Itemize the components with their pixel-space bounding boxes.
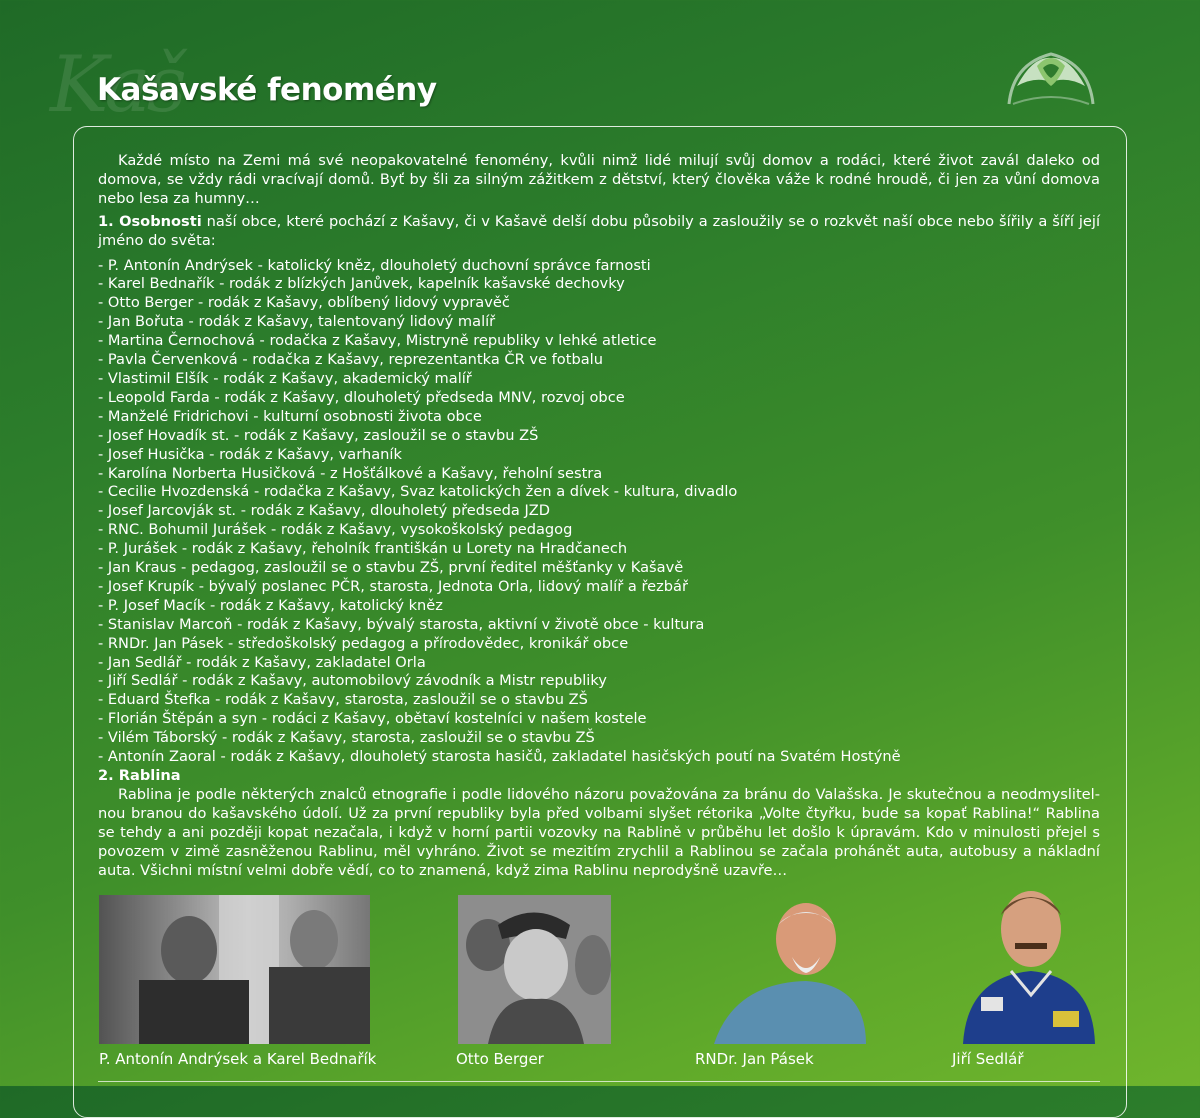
list-item: - Jan Sedlář - rodák z Kašavy, zakladatel Orla [98, 653, 426, 671]
intro-paragraph: Každé místo na Zemi má své neopakovatelné fenomény, kvůli nimž lidé milují svůj domov a rodáci, které život zavál daleko od domova, se vždy rádi vracívají domů. Byť by šli za silným zážitkem z dětství, který člověka váže k rodné hroudě, či jen za vůní domova nebo lesa za humny… [98, 152, 1100, 207]
section-osobnosti-intro [98, 213, 1100, 251]
section-rablina-text: Rablina je podle některých znalců etnografie i podle lidového názoru považována za bránu do Valašska. Je skutečnou a neodmyslitel-nou branou do kašavského údolí. Už za první republiky byla před volbami slyšet rétorika „Volte čtyřku, bude sa kopať Rablina!“ Rablina se tehdy a ani později kopat nezačala, i když v horní partii vozovky na Rablině v průběhu let došlo k úpravám. Kdo v minulosti přejel s povozem v zimě zasněženou Rablinu, měl vyhráno. Život se mezitím zrychlil a Rablinou se začala prohánět auta, autobusy a nákladní auta. Všichni místní velmi dobře vědí, co to znamená, když zima Rablinu neprodyšně uzavře… [98, 785, 1100, 879]
section-osobnosti-heading: 1. Osobnosti [98, 212, 202, 230]
list-item: - Jan Kraus - pedagog, zasloužil se o stavbu ZŠ, první ředitel měšťanky v Kašavě [98, 559, 684, 577]
caption-otto-berger: Otto Berger [456, 1050, 544, 1068]
list-item: - Karel Bednařík - rodák z blízkých Janůvek, kapelník kašavské dechovky [98, 275, 625, 293]
list-item: - Josef Hovadík st. - rodák z Kašavy, zasloužil se o stavbu ZŠ [98, 426, 539, 444]
section-osobnosti-text: naší obce, které pochází z Kašavy, či v Kašavě delší dobu působily a zasloužily se o rozkvět naší obce nebo šířily a šíří její jméno do světa: [98, 212, 1100, 249]
list-item: - Jiří Sedlář - rodák z Kašavy, automobilový závodník a Mistr republiky [98, 672, 607, 690]
list-item: - Karolína Norberta Husičková - z Hošťálkové a Kašavy, řeholní sestra [98, 464, 603, 482]
list-item: - Josef Husička - rodák z Kašavy, varhaník [98, 445, 402, 463]
list-item: - Vilém Táborský - rodák z Kašavy, starosta, zasloužil se o stavbu ZŠ [98, 729, 595, 747]
photo-otto-berger [458, 895, 611, 1044]
title-watermark: Kaš [50, 40, 183, 130]
list-item: - P. Jurášek - rodák z Kašavy, řeholník františkán u Lorety na Hradčanech [98, 540, 628, 558]
caption-jan-pasek: RNDr. Jan Pásek [695, 1050, 814, 1068]
list-item: - Antonín Zaoral - rodák z Kašavy, dlouholetý starosta hasičů, zakladatel hasičských poutí na Svatém Hostýně [98, 748, 901, 766]
page-title: Kašavské fenomény [97, 72, 437, 108]
list-item: - Stanislav Marcoň - rodák z Kašavy, bývalý starosta, aktivní v životě obce - kultura [98, 615, 705, 633]
list-item: - Martina Černochová - rodačka z Kašavy, Mistryně republiky v lehké atletice [98, 332, 657, 350]
list-item: - RNC. Bohumil Jurášek - rodák z Kašavy, vysokoškolský pedagog [98, 521, 573, 539]
list-item: - Otto Berger - rodák z Kašavy, oblíbený lidový vypravěč [98, 294, 510, 312]
caption-jiri-sedlar: Jiří Sedlář [952, 1050, 1024, 1068]
bottom-divider [98, 1081, 1100, 1082]
list-item: - Jan Bořuta - rodák z Kašavy, talentovaný lidový malíř [98, 313, 496, 331]
article-body [98, 152, 1100, 880]
list-item: - Vlastimil Elšík - rodák z Kašavy, akademický malíř [98, 369, 472, 387]
caption-andrysek-bednarik: P. Antonín Andrýsek a Karel Bednařík [99, 1050, 377, 1068]
list-item: - Josef Jarcovják st. - rodák z Kašavy, dlouholetý předseda JZD [98, 502, 551, 520]
list-item: - Manželé Fridrichovi - kulturní osobnosti života obce [98, 407, 482, 425]
list-item: - Cecilie Hvozdenská - rodačka z Kašavy, Svaz katolických žen a dívek - kultura, divadlo [98, 483, 738, 501]
list-item: - Florián Štěpán a syn - rodáci z Kašavy, obětaví kostelníci v našem kostele [98, 710, 647, 728]
personalities-list [98, 257, 1100, 767]
list-item: - Pavla Červenková - rodačka z Kašavy, reprezentantka ČR ve fotbalu [98, 351, 603, 369]
list-item: - P. Josef Macík - rodák z Kašavy, katolický kněz [98, 596, 443, 614]
list-item: - Leopold Farda - rodák z Kašavy, dlouholetý předseda MNV, rozvoj obce [98, 388, 625, 406]
section-rablina-heading: 2. Rablina [98, 767, 181, 784]
photo-jan-pasek [694, 895, 866, 1044]
list-item: - Josef Krupík - bývalý poslanec PČR, starosta, Jednota Orla, lidový malíř a řezbář [98, 577, 688, 595]
list-item: - RNDr. Jan Pásek - středoškolský pedagog a přírodovědec, kronikář obce [98, 634, 629, 652]
photo-andrysek-bednarik [99, 895, 370, 1044]
photo-jiri-sedlar [959, 885, 1098, 1044]
list-item: - Eduard Štefka - rodák z Kašavy, starosta, zasloužil se o stavbu ZŠ [98, 691, 588, 709]
list-item: - P. Antonín Andrýsek - katolický kněz, dlouholetý duchovní správce farnosti [98, 256, 651, 274]
village-logo-icon [1003, 46, 1099, 108]
